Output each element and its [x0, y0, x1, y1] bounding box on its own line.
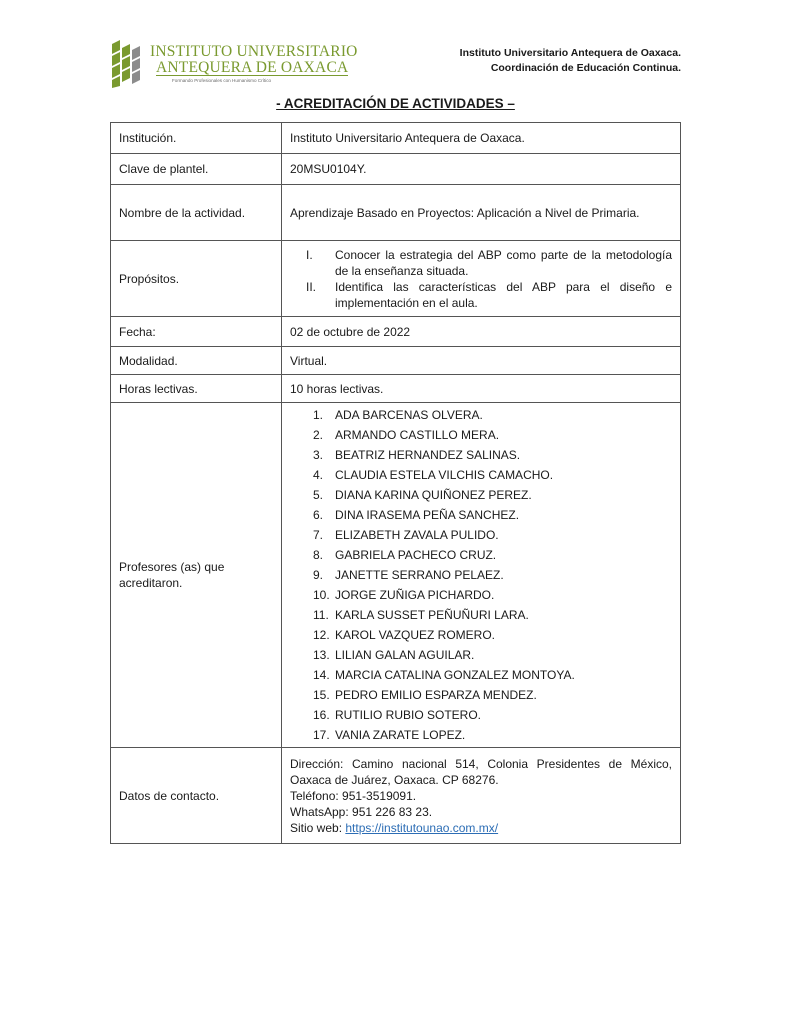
list-item: 5. DIANA KARINA QUIÑONEZ PEREZ.	[313, 488, 532, 502]
label-propositos: Propósitos.	[111, 241, 282, 317]
list-item: 15. PEDRO EMILIO ESPARZA MENDEZ.	[313, 688, 537, 702]
list-item: 1. ADA BARCENAS OLVERA.	[313, 408, 483, 422]
list-item: 7. ELIZABETH ZAVALA PULIDO.	[313, 528, 499, 542]
row-clave	[111, 154, 681, 185]
professors-list	[290, 405, 672, 745]
contact-whatsapp: WhatsApp: 951 226 83 23.	[290, 804, 433, 819]
row-contacto	[111, 748, 681, 844]
label-modalidad: Modalidad.	[111, 347, 282, 375]
value-nombre: Aprendizaje Basado en Proyectos: Aplicación a Nivel de Primaria.	[282, 185, 681, 241]
value-horas: 10 horas lectivas.	[282, 375, 681, 403]
list-item: 14. MARCIA CATALINA GONZALEZ MONTOYA.	[313, 668, 575, 682]
header-institution: Instituto Universitario Antequera de Oaxaca.	[459, 47, 681, 59]
row-modalidad	[111, 347, 681, 375]
label-fecha: Fecha:	[111, 317, 282, 347]
list-item: 8. GABRIELA PACHECO CRUZ.	[313, 548, 497, 562]
list-item: 11. KARLA SUSSET PEÑUÑURI LARA.	[313, 608, 529, 622]
list-item: 3. BEATRIZ HERNANDEZ SALINAS.	[313, 448, 521, 462]
value-clave: 20MSU0104Y.	[282, 154, 681, 185]
logo-line1: INSTITUTO UNIVERSITARIO	[150, 43, 358, 60]
list-item: II. Identifica las características del ABP para el diseño e implementación en el aula.	[306, 279, 672, 310]
list-item: 2. ARMANDO CASTILLO MERA.	[313, 428, 500, 442]
label-horas: Horas lectivas.	[111, 375, 282, 403]
stacked-chevrons-icon	[110, 40, 148, 88]
row-nombre	[111, 185, 681, 241]
row-fecha	[111, 317, 681, 347]
list-item: 12. KAROL VAZQUEZ ROMERO.	[313, 628, 496, 642]
value-institucion: Instituto Universitario Antequera de Oaxaca.	[282, 123, 681, 154]
document-title: - ACREDITACIÓN DE ACTIVIDADES –	[276, 96, 515, 111]
list-item: I. Conocer la estrategia del ABP como parte de la metodología de la enseñanza situada.	[306, 247, 672, 278]
purposes-list	[290, 247, 672, 311]
institute-logo	[110, 40, 358, 92]
row-propositos	[111, 241, 681, 317]
accreditation-table	[110, 122, 681, 844]
label-institucion: Institución.	[111, 123, 282, 154]
contact-phone: Teléfono: 951-3519091.	[290, 788, 417, 803]
website-label: Sitio web:	[290, 820, 346, 835]
value-profesores	[282, 403, 681, 748]
value-fecha: 02 de octubre de 2022	[282, 317, 681, 347]
label-profesores: Profesores (as) que acreditaron.	[111, 403, 282, 748]
value-modalidad: Virtual.	[282, 347, 681, 375]
list-item: 9. JANETTE SERRANO PELAEZ.	[313, 568, 504, 582]
list-item: 6. DINA IRASEMA PEÑA SANCHEZ.	[313, 508, 520, 522]
list-item: 4. CLAUDIA ESTELA VILCHIS CAMACHO.	[313, 468, 554, 482]
value-propositos	[282, 241, 681, 317]
list-item: 16. RUTILIO RUBIO SOTERO.	[313, 708, 482, 722]
row-horas	[111, 375, 681, 403]
value-contacto	[282, 748, 681, 844]
contact-website	[290, 820, 672, 836]
label-clave: Clave de plantel.	[111, 154, 282, 185]
logo-tagline: Formando Profesionales con Humanismo Crítico	[172, 78, 272, 83]
row-institucion	[111, 123, 681, 154]
contact-address: Dirección: Camino nacional 514, Colonia Presidentes de México, Oaxaca de Juárez, Oaxaca. CP 68276.	[290, 756, 672, 787]
list-item: 17. VANIA ZARATE LOPEZ.	[313, 728, 466, 742]
list-item: 10. JORGE ZUÑIGA PICHARDO.	[313, 588, 495, 602]
row-profesores	[111, 403, 681, 748]
label-nombre: Nombre de la actividad.	[111, 185, 282, 241]
list-item: 13. LILIAN GALAN AGUILAR.	[313, 648, 475, 662]
header-coordination: Coordinación de Educación Continua.	[490, 62, 681, 74]
website-link[interactable]: https://institutounao.com.mx/	[345, 820, 499, 835]
label-contacto: Datos de contacto.	[111, 748, 282, 844]
logo-line2: ANTEQUERA DE OAXACA	[156, 59, 349, 76]
